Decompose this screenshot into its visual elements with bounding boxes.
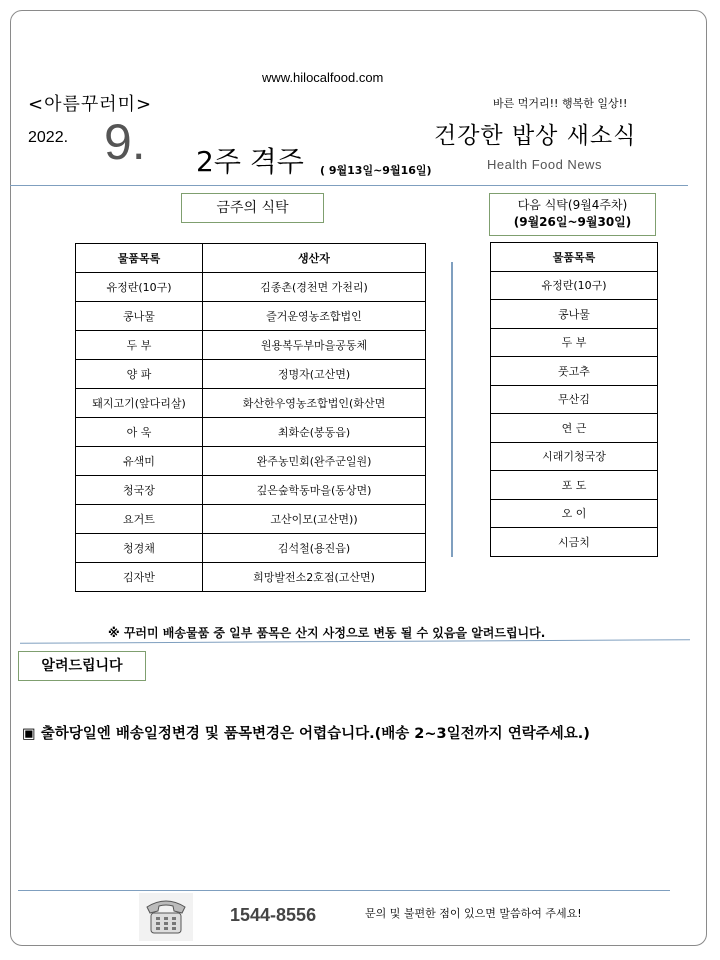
contact-text: 문의 및 불편한 점이 있으면 말씀하여 주세요! <box>365 907 582 920</box>
this-week-table <box>75 243 426 592</box>
table-row <box>76 447 426 476</box>
next-week-title: 다음 식탁(9월4주차) <box>517 198 628 212</box>
item-cell: 오 이 <box>491 499 658 528</box>
table-row <box>491 328 658 357</box>
producer-cell: 깊은숲학동마을(동상면) <box>203 476 426 505</box>
item-cell: 양 파 <box>76 360 203 389</box>
next-week-dates: (9월26일~9월30일) <box>513 215 632 229</box>
headline: 건강한 밥상 새소식 <box>434 123 637 149</box>
issue-week: 2주 격주 <box>196 145 304 178</box>
table-header-row <box>491 243 658 272</box>
item-cell: 유정란(10구) <box>76 273 203 302</box>
table-row <box>491 471 658 500</box>
table-header-row <box>76 244 426 273</box>
table-row <box>76 505 426 534</box>
issue-year: 2022. <box>28 129 69 146</box>
producer-cell: 김석철(용진읍) <box>203 534 426 563</box>
next-week-table <box>490 242 658 557</box>
table-row <box>76 563 426 592</box>
item-cell: 시래기청국장 <box>491 442 658 471</box>
column-header: 생산자 <box>203 244 426 273</box>
item-cell: 풋고추 <box>491 357 658 386</box>
table-row <box>491 528 658 557</box>
item-cell: 김자반 <box>76 563 203 592</box>
table-row <box>491 414 658 443</box>
issue-month: 9. <box>104 114 146 170</box>
footer-divider <box>18 890 670 891</box>
table-row <box>491 271 658 300</box>
phone-number[interactable]: 1544-8556 <box>230 905 317 925</box>
table-row <box>491 385 658 414</box>
item-cell: 연 근 <box>491 414 658 443</box>
announcement-title: 알려드립니다 <box>18 651 146 681</box>
producer-cell: 정명자(고산면) <box>203 360 426 389</box>
item-cell: 두 부 <box>491 328 658 357</box>
producer-cell: 고산이모(고산면)) <box>203 505 426 534</box>
header-divider <box>10 185 688 186</box>
item-cell: 무산김 <box>491 385 658 414</box>
item-cell: 아 욱 <box>76 418 203 447</box>
table-row <box>491 442 658 471</box>
table-row <box>491 357 658 386</box>
table-row <box>76 389 426 418</box>
table-row <box>76 302 426 331</box>
table-row <box>76 534 426 563</box>
this-week-title: 금주의 식탁 <box>181 193 324 223</box>
producer-cell: 최화순(봉동읍) <box>203 418 426 447</box>
item-cell: 시금치 <box>491 528 658 557</box>
column-header: 물품목록 <box>76 244 203 273</box>
brand-name: <아름꾸러미> <box>28 94 153 115</box>
item-cell: 요거트 <box>76 505 203 534</box>
producer-cell: 즐거운영농조합법인 <box>203 302 426 331</box>
table-row <box>76 360 426 389</box>
item-cell: 유색미 <box>76 447 203 476</box>
slogan: 바른 먹거리!! 행복한 일상!! <box>493 97 628 110</box>
column-header: 물품목록 <box>491 243 658 272</box>
item-cell: 포 도 <box>491 471 658 500</box>
item-cell: 청경채 <box>76 534 203 563</box>
producer-cell: 완주농민회(완주군일원) <box>203 447 426 476</box>
producer-cell: 원용복두부마을공동체 <box>203 331 426 360</box>
producer-cell: 김종촌(경천면 가천리) <box>203 273 426 302</box>
table-row <box>76 476 426 505</box>
website-url[interactable]: www.hilocalfood.com <box>262 70 384 85</box>
item-cell: 콩나물 <box>491 300 658 329</box>
producer-cell: 화산한우영농조합법인(화산면 <box>203 389 426 418</box>
table-row <box>491 300 658 329</box>
table-row <box>76 418 426 447</box>
item-cell: 유정란(10구) <box>491 271 658 300</box>
announcement-text: ▣ 출하당일엔 배송일정변경 및 품목변경은 어렵습니다.(배송 2~3일전까지 연락주세요.) <box>22 726 590 742</box>
notice-text: ※ 꾸러미 배송물품 중 일부 품목은 산지 사정으로 변동 될 수 있음을 알려드립니다. <box>108 626 546 640</box>
item-cell: 돼지고기(앞다리살) <box>76 389 203 418</box>
item-cell: 청국장 <box>76 476 203 505</box>
item-cell: 두 부 <box>76 331 203 360</box>
producer-cell: 희망발전소2호점(고산면) <box>203 563 426 592</box>
table-row <box>491 499 658 528</box>
subheadline: Health Food News <box>487 157 602 172</box>
next-week-title-box <box>489 193 656 236</box>
telephone-icon <box>139 893 193 941</box>
column-divider <box>451 262 453 557</box>
date-range: ( 9월13일~9월16일) <box>320 164 432 177</box>
table-row <box>76 273 426 302</box>
table-row <box>76 331 426 360</box>
item-cell: 콩나물 <box>76 302 203 331</box>
